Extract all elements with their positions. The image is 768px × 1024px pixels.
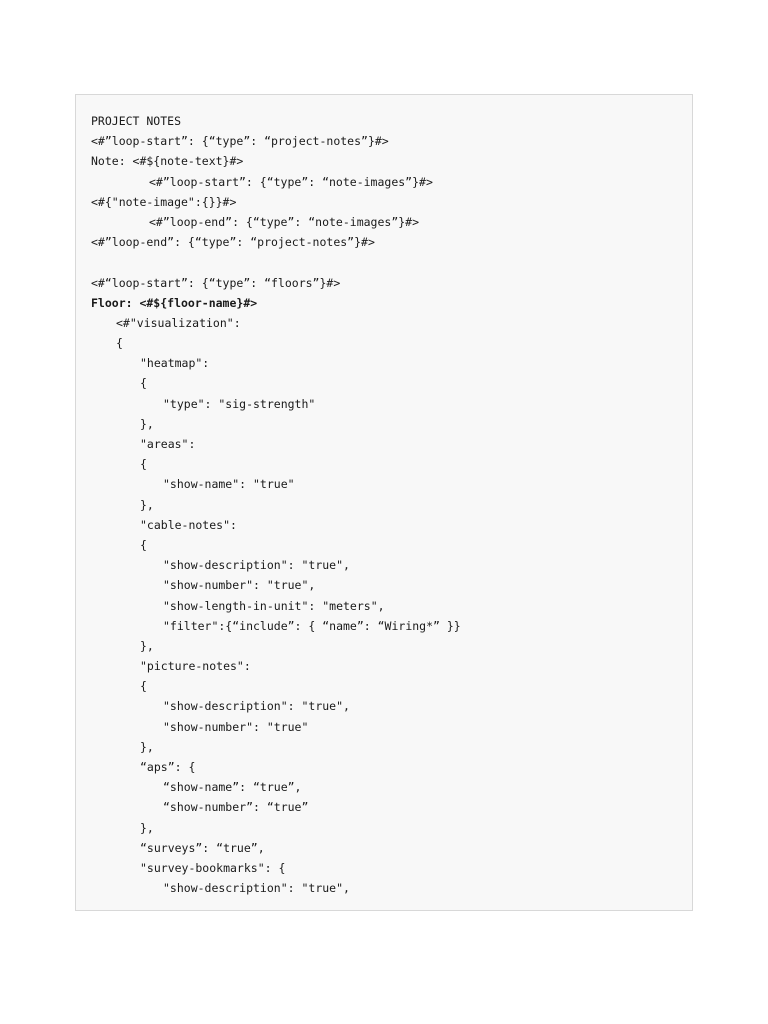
code-line: <#"visualization": <box>116 315 241 330</box>
code-line: { <box>140 457 147 472</box>
code-line: <#“loop-start”: {“type”: “floors”}#> <box>91 275 341 290</box>
code-line: "show-description": "true", <box>163 699 350 714</box>
code-line: “show-name”: “true”, <box>163 780 302 795</box>
code-line: <#”loop-start”: {“type”: “note-images”}#> <box>149 174 433 189</box>
code-lines <box>91 111 684 898</box>
code-line: <#{"note-image":{}}#> <box>91 194 237 209</box>
code-line: "show-description": "true", <box>163 558 350 573</box>
code-line: { <box>116 336 123 351</box>
code-line: }, <box>140 497 154 512</box>
code-line: "survey-bookmarks": { <box>140 860 286 875</box>
code-line: { <box>140 537 147 552</box>
code-block <box>75 94 693 911</box>
floor-name-line: Floor: <#${floor-name}#> <box>91 295 258 310</box>
code-line: <#”loop-end”: {“type”: “project-notes”}#> <box>91 235 375 250</box>
code-line: <#”loop-end”: {“type”: “note-images”}#> <box>149 214 420 229</box>
code-line: "show-number": "true" <box>163 719 309 734</box>
code-line: "filter":{“include”: { “name”: “Wiring*” }} <box>163 618 461 633</box>
code-line: “surveys”: “true”, <box>140 840 265 855</box>
code-line: }, <box>140 739 154 754</box>
heading-project-notes: PROJECT NOTES <box>91 114 182 128</box>
code-line: "show-number": "true", <box>163 578 316 593</box>
code-line: “show-number”: “true” <box>163 800 309 815</box>
code-line: "picture-notes": <box>140 659 251 674</box>
code-line: { <box>140 679 147 694</box>
code-line: “aps”: { <box>140 760 196 774</box>
code-line: Note: <#${note-text}#> <box>91 154 244 169</box>
code-line: "heatmap": <box>140 356 210 371</box>
code-line: <#”loop-start”: {“type”: “project-notes”}#> <box>91 134 389 149</box>
code-line: }, <box>140 416 154 431</box>
code-line: "areas": <box>140 437 196 451</box>
blank-line <box>91 252 684 272</box>
code-line: }, <box>140 638 154 653</box>
code-line: "show-length-in-unit": "meters", <box>163 598 385 613</box>
code-line: "type": "sig-strength" <box>163 396 316 411</box>
code-line: { <box>140 376 147 391</box>
code-line: "show-description": "true", <box>163 881 350 896</box>
code-line: }, <box>140 820 154 835</box>
code-line: "show-name": "true" <box>163 477 295 492</box>
code-line: "cable-notes": <box>140 517 237 532</box>
